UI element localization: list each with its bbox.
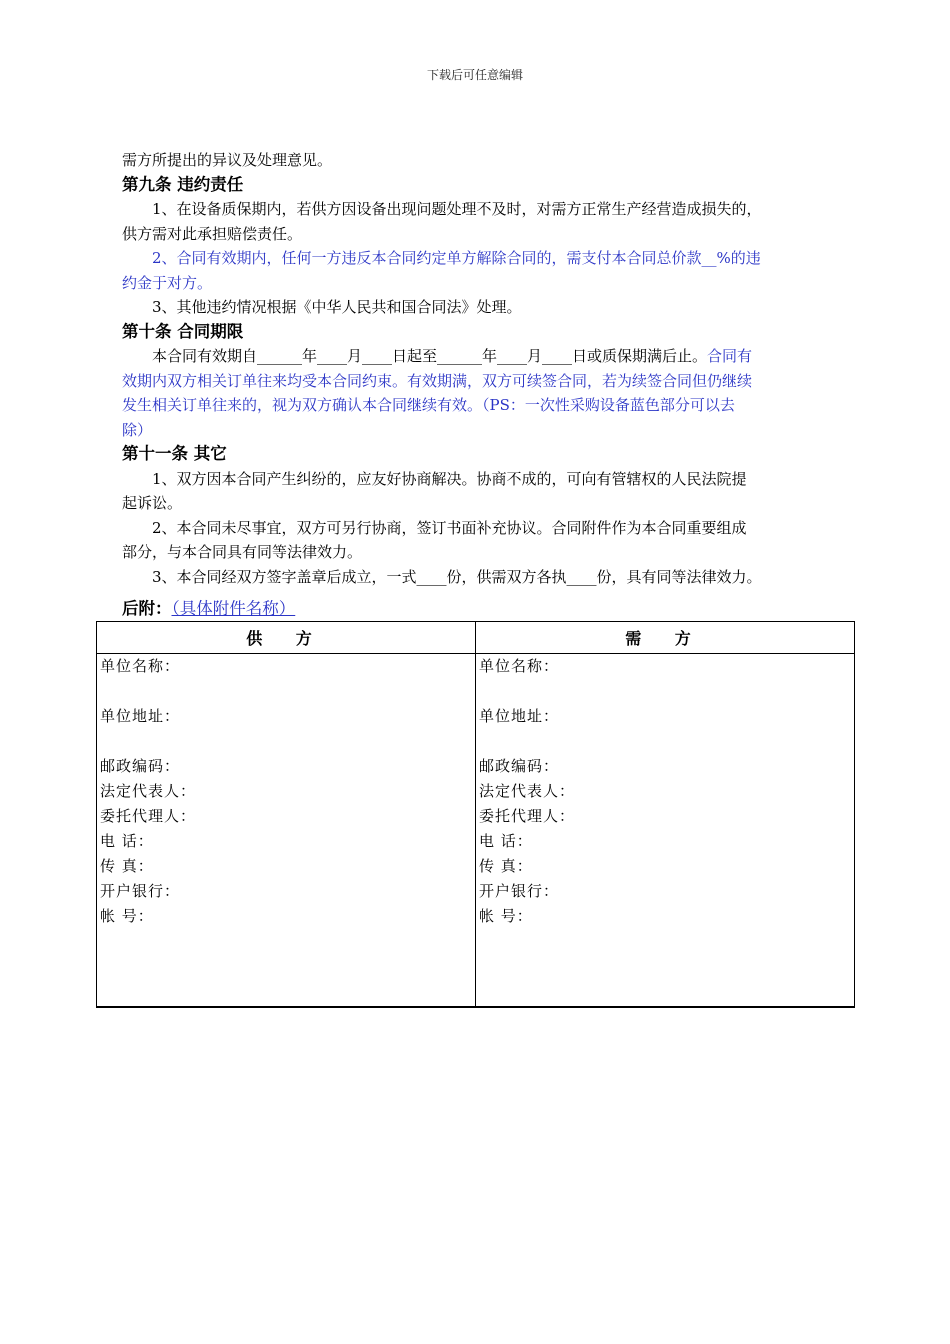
buyer-unit-name: 单位名称：	[479, 657, 560, 675]
article-11-clause-1-cont: 起诉讼。	[122, 494, 183, 512]
term-renewal-start: 合同有	[707, 347, 753, 365]
supplier-header: 供 方	[97, 622, 476, 654]
article-11-clause-3: 3、本合同经双方签字盖章后成立，一式____份，供需双方各执____份，具有同等法律效力。	[152, 567, 762, 586]
article-10-renewal-3: 除）	[122, 420, 153, 439]
article-11-clause-1: 1、双方因本合同产生纠纷的，应友好协商解决。协商不成的，可向有管辖权的人民法院提	[152, 469, 747, 488]
supplier-unit-name: 单位名称：	[100, 657, 181, 675]
supplier-bank: 开户银行：	[100, 882, 181, 900]
supplier-fax: 传 真：	[100, 857, 154, 875]
buyer-agent: 委托代理人：	[479, 807, 576, 825]
buyer-info-cell[interactable]	[476, 654, 855, 1008]
page-header: 下载后可任意编辑	[426, 68, 523, 82]
supplier-agent: 委托代理人：	[100, 807, 197, 825]
article-10-term	[122, 344, 834, 369]
article-10-renewal-2: 发生相关订单往来的，视为双方确认本合同继续有效。（PS：一次性采购设备蓝色部分可以去	[122, 396, 735, 414]
buyer-fax: 传 真：	[479, 857, 533, 875]
article-9-clause-1-cont: 供方需对此承担赔偿责任。	[122, 224, 303, 243]
attachment-link[interactable]: （具体附件名称）	[171, 599, 296, 618]
article-11-clause-2: 2、本合同未尽事宜，双方可另行协商，签订书面补充协议。合同附件作为本合同重要组成	[152, 518, 747, 537]
article-11-title: 第十一条 其它	[122, 444, 227, 463]
article-9-title: 第九条 违约责任	[122, 174, 244, 194]
buyer-legal-rep: 法定代表人：	[479, 782, 576, 800]
supplier-postcode: 邮政编码：	[100, 757, 181, 775]
article-10-title: 第十条 合同期限	[122, 321, 244, 341]
parties-table	[96, 621, 855, 1008]
term-dates: 本合同有效期自______年____月____日起至______年____月____日或质保期满后止。	[152, 347, 708, 365]
article-9-clause-2: 2、合同有效期内，任何一方违反本合同约定单方解除合同的，需支付本合同总价款__%的违	[152, 249, 761, 267]
buyer-account: 帐 号：	[479, 907, 533, 925]
contract-body	[122, 148, 834, 589]
article-11-clause-2-cont: 部分，与本合同具有同等法律效力。	[122, 543, 363, 561]
buyer-header: 需 方	[476, 622, 855, 654]
supplier-unit-address: 单位地址：	[100, 707, 181, 725]
supplier-phone: 电 话：	[100, 832, 154, 850]
supplier-account: 帐 号：	[100, 907, 154, 925]
buyer-postcode: 邮政编码：	[479, 757, 560, 775]
buyer-phone: 电 话：	[479, 832, 533, 850]
supplier-legal-rep: 法定代表人：	[100, 782, 197, 800]
article-10-renewal-1: 效期内双方相关订单往来均受本合同约束。有效期满，双方可续签合同，若为续签合同但仍继续	[122, 371, 753, 390]
attachment-line	[122, 597, 295, 621]
article-9-clause-2-cont: 约金于对方。	[122, 273, 213, 292]
article-9-clause-3: 3、其他违约情况根据《中华人民共和国合同法》处理。	[152, 298, 522, 316]
buyer-bank: 开户银行：	[479, 882, 560, 900]
article-9-clause-1: 1、在设备质保期内，若供方因设备出现问题处理不及时，对需方正常生产经营造成损失的，	[152, 200, 762, 218]
buyer-unit-address: 单位地址：	[479, 707, 560, 725]
supplier-info-cell[interactable]	[97, 654, 476, 1008]
attachment-label: 后附：	[122, 599, 172, 618]
intro-line: 需方所提出的异议及处理意见。	[122, 151, 333, 169]
